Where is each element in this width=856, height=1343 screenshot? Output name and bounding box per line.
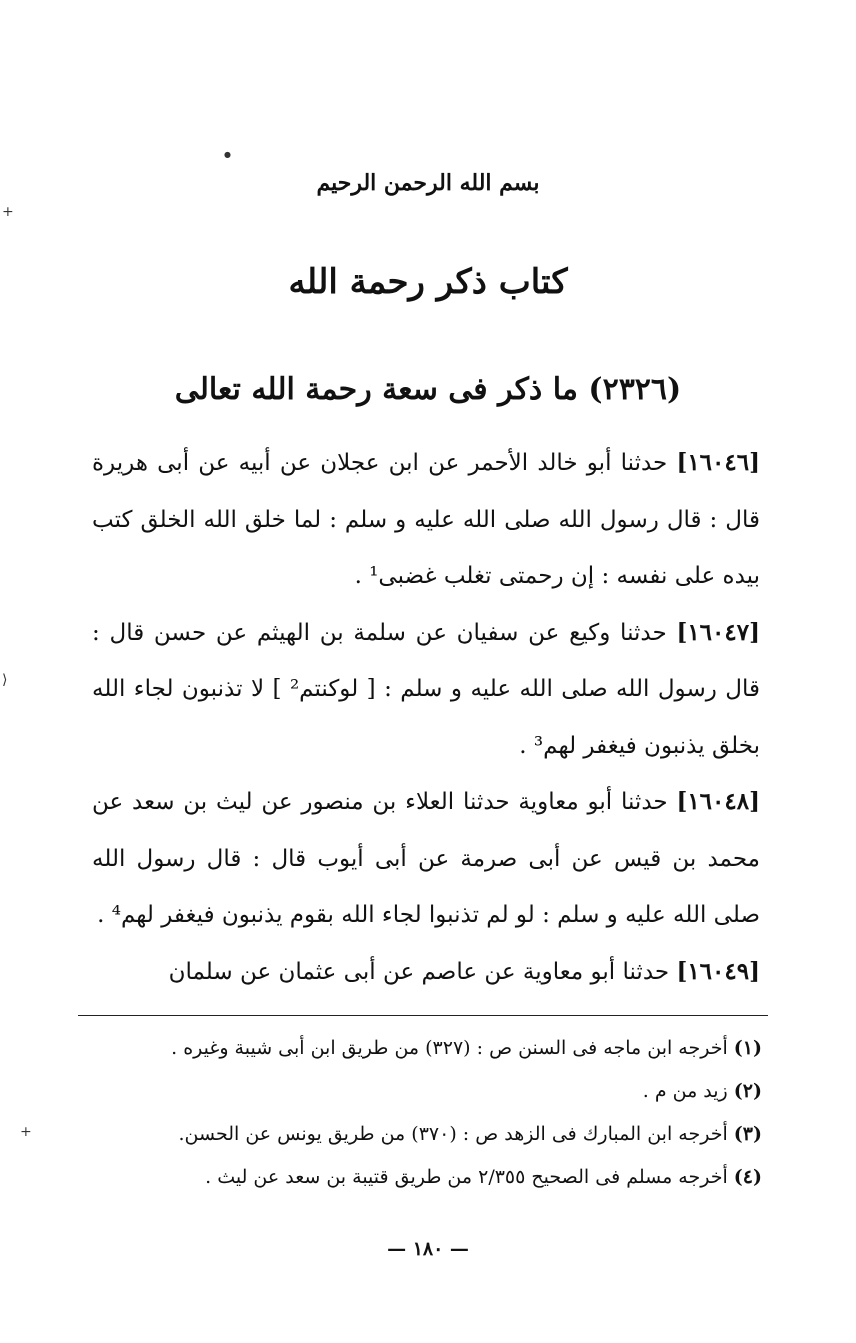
footnote-text: زيد من م . — [642, 1080, 734, 1102]
footnote-divider — [78, 1015, 768, 1016]
chapter-title: (٢٣٢٦) ما ذكر فى سعة رحمة الله تعالى — [174, 372, 682, 407]
hadith-list — [92, 435, 760, 1000]
hadith-paragraph — [92, 605, 760, 775]
hadith-text: حدثنا أبو خالد الأحمر عن ابن عجلان عن أبيه عن أبى هريرة قال : قال رسول الله صلى الله عليه و سلم : لما خلق الله الخلق كتب بيده على نفسه : إن رحمتى تغلب غضبى¹ . — [92, 450, 760, 589]
hadith-text: حدثنا أبو معاوية حدثنا العلاء بن منصور عن ليث بن سعد عن محمد بن قيس عن أبى صرمة عن أبى أيوب قال : قال رسول الله صلى الله عليه و سلم : لو لم تذنبوا لجاء الله بقوم يذنبون فيغفر لهم⁴ . — [92, 789, 760, 928]
footnote-text: أخرجه ابن المبارك فى الزهد ص : (٣٧٠) من طريق يونس عن الحسن. — [178, 1123, 734, 1145]
hadith-text: حدثنا وكيع عن سفيان عن سلمة بن الهيثم عن حسن قال : قال رسول الله صلى الله عليه و سلم : [ لوكنتم² ] لا تذنبون لجاء الله بخلق يذنبون فيغفر لهم³ . — [92, 619, 760, 759]
footnote-item — [80, 1027, 762, 1070]
hadith-number: [١٦٠٤٩] — [676, 957, 760, 985]
hadith-paragraph — [92, 774, 760, 944]
page-number: — ١٨٠ — — [387, 1238, 469, 1260]
footnote-number: (٤) — [733, 1166, 762, 1188]
book-title: كتاب ذكر رحمة الله — [288, 262, 568, 302]
basmala: بسم الله الرحمن الرحيم — [316, 170, 540, 196]
hadith-paragraph — [92, 944, 760, 1001]
hadith-text: حدثنا أبو معاوية عن عاصم عن أبى عثمان عن سلمان — [168, 958, 677, 985]
footnote-item — [80, 1070, 762, 1113]
scan-mark-icon: + — [20, 1124, 32, 1140]
footnote-item — [80, 1156, 762, 1199]
hadith-number: [١٦٠٤٧] — [676, 618, 760, 646]
scan-mark-icon: + — [2, 204, 14, 220]
footnotes — [80, 1027, 762, 1199]
footnote-number: (٢) — [733, 1080, 762, 1102]
hadith-number: [١٦٠٤٦] — [676, 449, 760, 476]
footnote-text: أخرجه مسلم فى الصحيح ٢/٣٥٥ من طريق قتيبة بن سعد عن ليث . — [205, 1166, 734, 1188]
scan-mark-icon: ⟩ — [2, 672, 8, 688]
footnote-number: (١) — [733, 1037, 762, 1059]
hadith-number: [١٦٠٤٨] — [676, 788, 760, 815]
footnote-item — [80, 1113, 762, 1156]
footnote-text: أخرجه ابن ماجه فى السنن ص : (٣٢٧) من طريق ابن أبى شيبة وغيره . — [171, 1037, 734, 1059]
scan-dot-icon: ● — [224, 150, 231, 159]
footnote-number: (٣) — [733, 1123, 762, 1145]
hadith-paragraph — [92, 435, 760, 605]
